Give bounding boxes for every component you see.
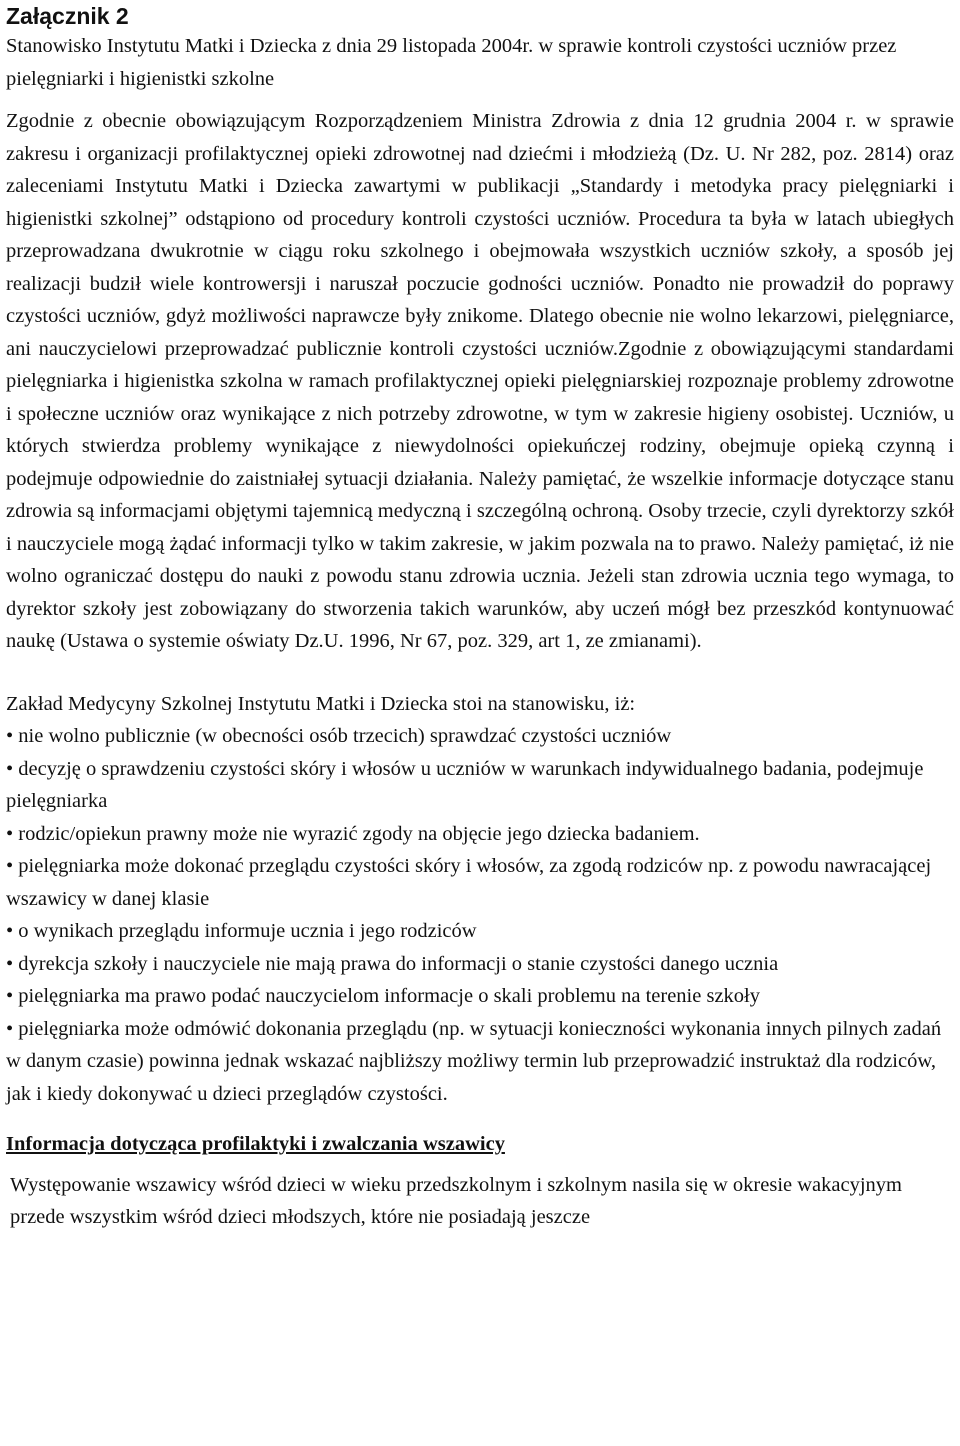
document-subtitle: Stanowisko Instytutu Matki i Dziecka z dnia 29 listopada 2004r. w sprawie kontroli czystości uczniów przez pielęgniarki i higienistki szkolne [6,35,897,90]
bullet-item: • rodzic/opiekun prawny może nie wyrazić zgody na objęcie jego dziecka badaniem. [6,822,700,845]
bullet-item: • o wynikach przeglądu informuje ucznia i jego rodziców [6,920,477,942]
main-paragraph: Zgodnie z obecnie obowiązującym Rozporządzeniem Ministra Zdrowia z dnia 12 grudnia 2004 r. w sprawie zakresu i organizacji profilaktycznej opieki zdrowotnej nad dziećmi i młodzieżą (Dz. U. Nr 282, poz. 2814) oraz zaleceniami Instytutu Matki i Dziecka zawartymi w publikacji „Standardy i metodyka pracy pielęgniarki i higienistki szkolnej” odstąpiono od procedury kontroli czystości uczniów. Procedura ta była w latach ubiegłych przeprowadzana dwukrotnie w ciągu roku szkolnego i obejmowała wszystkich uczniów szkoły, a sposób jej realizacji budził wiele kontrowersji i naruszał poczucie godności uczniów. Ponadto nie prowadził do poprawy czystości uczniów, gdyż możliwości naprawcze były znikome. Dlatego obecnie nie wolno lekarzowi, pielęgniarce, ani nauczycielowi przeprowadzać publicznie kontroli czystości uczniów.Zgodnie z obowiązującymi standardami pielęgniarka i higienistka szkolna w ramach profilaktycznej opieki pielęgniarskiej rozpoznaje problemy zdrowotne i społeczne uczniów oraz wynikające z nich potrzeby zdrowotne, w tym w zakresie higieny osobistej. Uczniów, u których stwierdza problemy wynikające z niewydolności opiekuńczej rodziny, obejmuje opieką czynną i podejmuje odpowiednie do zaistniałej sytuacji działania. Należy pamiętać, że wszelkie informacje dotyczące stanu zdrowia są informacjami objętymi tajemnicą medyczną i szczególną ochroną. Osoby trzecie, czyli dyrektorzy szkół i nauczyciele mogą żądać informacji tylko w takim zakresie, w jakim pozwala na to prawo. Należy pamiętać, iż nie wolno ograniczać dostępu do nauki z powodu stanu zdrowia ucznia. Jeżeli stan zdrowia ucznia tego wymaga, to dyrektor szkoły jest zobowiązany do stworzenia takich warunków, aby uczeń mógł bez przeszkód kontynuować naukę (Ustawa o systemie oświaty Dz.U. 1996, Nr 67, poz. 329, art 1, ze zmianami). [6,110,954,652]
paragraph-spacer [6,658,954,688]
document-heading: Załącznik 2 [6,3,129,29]
bullet-item: • pielęgniarka może dokonać przeglądu czystości skóry i włosów, za zgodą rodziców np. z powodu nawracającej wszawicy w danej klasie [6,855,932,910]
bullet-item: • pielęgniarka ma prawo podać nauczycielom informacje o skali problemu na terenie szkoły [6,985,760,1007]
bullet-item: • pielęgniarka może odmówić dokonania przeglądu (np. w sytuacji konieczności wykonania innych pilnych zadań w danym czasie) powinna jednak wskazać najbliższy możliwy termin lub przeprowadzić instruktaż dla rodziców, jak i kiedy dokonywać u dzieci przeglądów czystości. [6,1017,942,1105]
last-paragraph: Występowanie wszawicy wśród dzieci w wieku przedszkolnym i szkolnym nasila się w okresie wakacyjnym przede wszystkim wśród dzieci młodszych, które nie posiadają jeszcze [10,1173,902,1228]
position-bullet-list [6,720,954,1110]
bullet-item: • decyzję o sprawdzeniu czystości skóry i włosów u uczniów w warunkach indywidualnego badania, podejmuje pielęgniarka [6,757,924,812]
section-title: Informacja dotycząca profilaktyki i zwalczania wszawicy [6,1133,505,1155]
bullet-item: • nie wolno publicznie (w obecności osób trzecich) sprawdzać czystości uczniów [6,725,672,747]
bullet-item: • dyrekcja szkoły i nauczyciele nie mają prawa do informacji o stanie czystości danego ucznia [6,952,779,975]
position-intro: Zakład Medycyny Szkolnej Instytutu Matki i Dziecka stoi na stanowisku, iż: [6,692,636,715]
